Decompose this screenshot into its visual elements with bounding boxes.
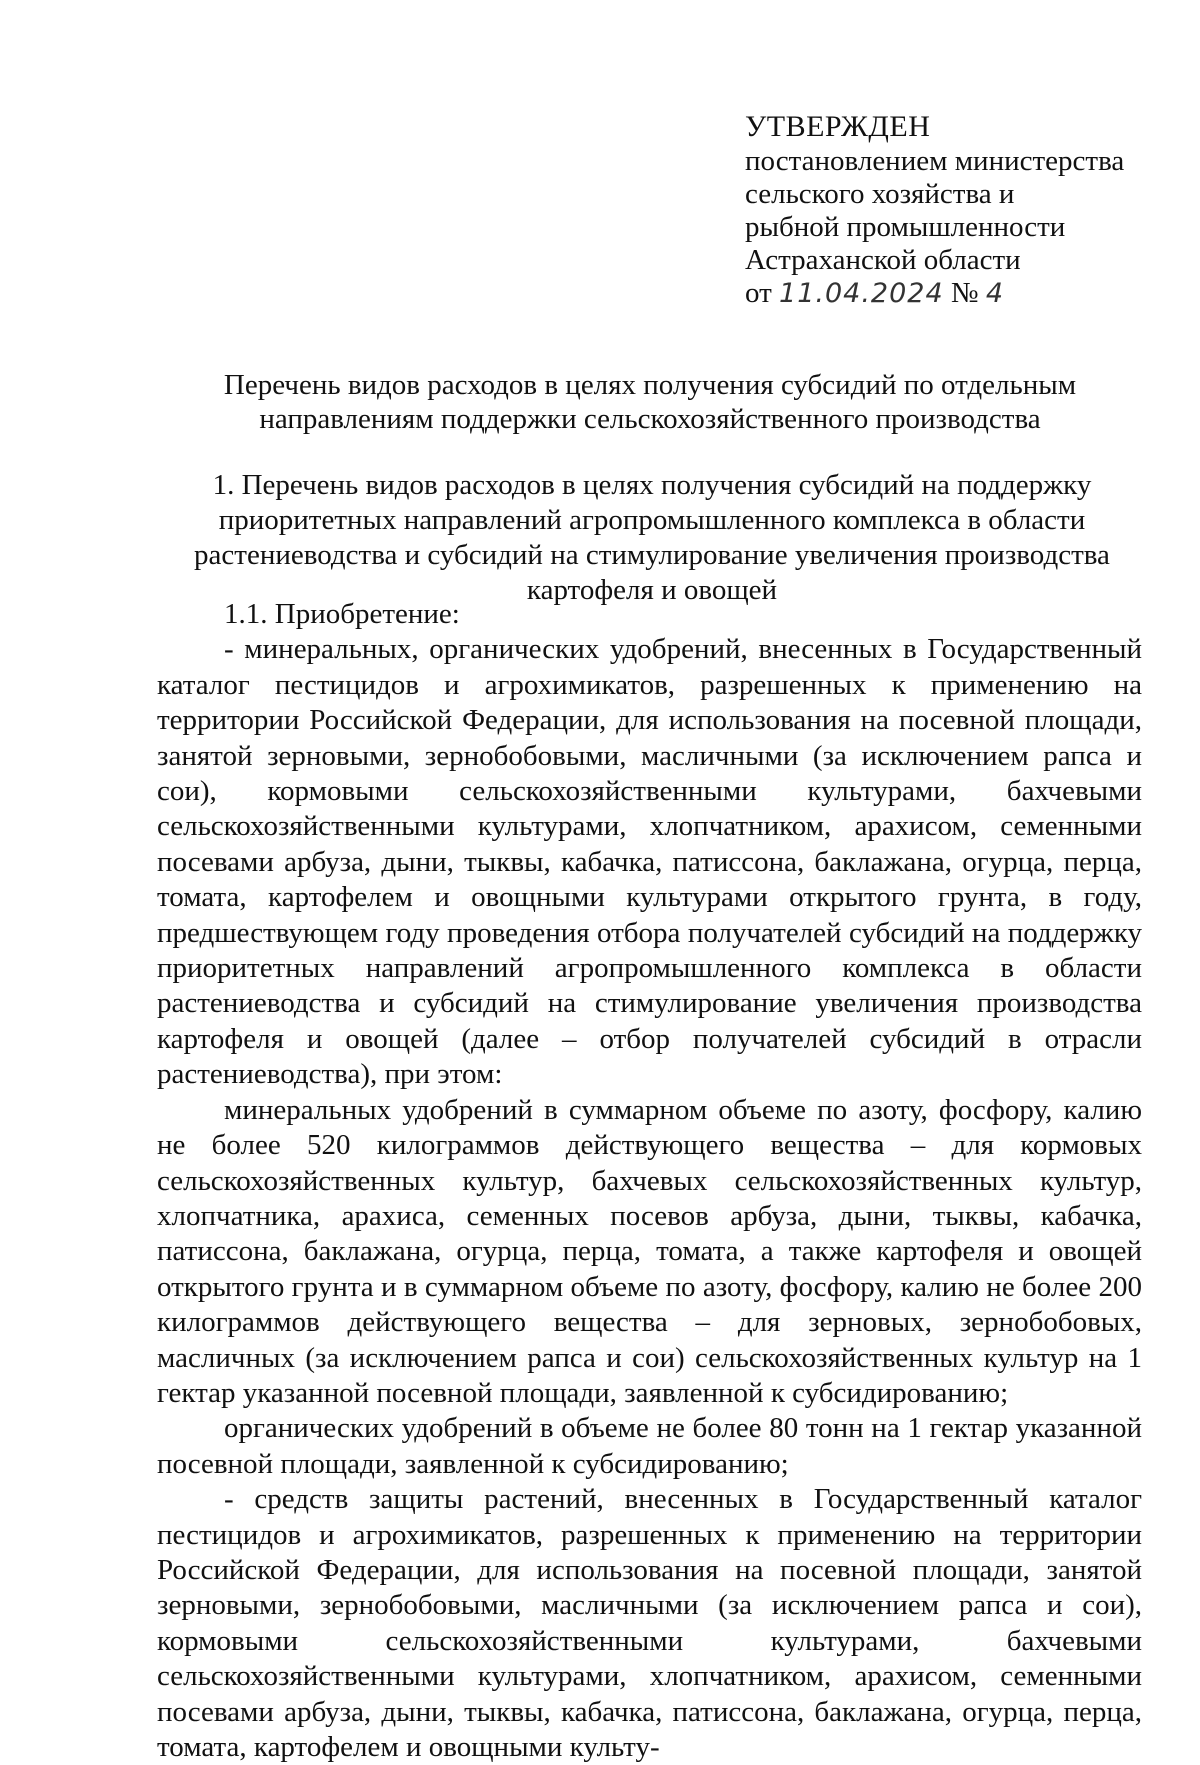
- number-prefix: №: [950, 277, 979, 309]
- approval-line-4: Астраханской области: [745, 244, 1021, 276]
- approval-title: УТВЕРЖДЕН: [745, 110, 931, 143]
- section-1-title: 1. Перечень видов расходов в целях получения субсидий на поддержку приоритетных направлений агропромышленного комплекса в области растениеводства и субсидий на стимулирование увеличения производства картофеля и овощей: [194, 469, 1110, 606]
- paragraph-fertilizers: - минеральных, органических удобрений, внесенных в Государственный каталог пестицидов и агрохимикатов, разрешенных к применению на территории Российской Федерации, для использования на посевной площади, занятой зерновыми, зернобобовыми, масличными (за исключением рапса и сои), кормовыми сельскохозяйственными культурами, бахчевыми сельскохозяйственными культурами, хлопчатником, арахисом, семенными посевами арбуза, дыни, тыквы, кабачка, патиссона, баклажана, огурца, перца, томата, картофелем и овощными культурами открытого грунта, в году, предшествующем году проведения отбора получателей субсидий на поддержку приоритетных направлений агропромышленного комплекса в области растениеводства и субсидий на стимулирование увеличения производства картофеля и овощей (далее – отбор получателей субсидий в отрасли растениеводства), при этом:: [157, 633, 1142, 1091]
- approval-line-1: постановлением министерства: [745, 145, 1125, 177]
- date-prefix: от: [745, 277, 772, 309]
- paragraph-plant-protection: - средств защиты растений, внесенных в Государственный каталог пестицидов и агрохимикатов, разрешенных к применению на территории Российской Федерации, для использования на посевной площади, занятой зерновыми, зернобобовыми, масличными (за исключением рапса и сои), кормовыми сельскохозяйственными культурами, бахчевыми сельскохозяйственными культурами, хлопчатником, арахисом, семенными посевами арбуза, дыни, тыквы, кабачка, патиссона, баклажана, огурца, перца, томата, картофелем и овощными культу-: [157, 1483, 1142, 1763]
- approval-date-line: [745, 277, 1165, 310]
- document-title: Перечень видов расходов в целях получения субсидий по отдельным направлениям поддержки сельскохозяйственного производства: [223, 369, 1077, 435]
- handwritten-number: 4: [985, 278, 1004, 309]
- paragraph-organic-fertilizers: органических удобрений в объеме не более 80 тонн на 1 гектар указанной посевной площади, заявленной к субсидированию;: [157, 1412, 1142, 1480]
- paragraph-mineral-fertilizers: минеральных удобрений в суммарном объеме по азоту, фосфору, калию не более 520 килограммов действующего вещества – для кормовых сельскохозяйственных культур, бахчевых сельскохозяйственных культур, хлопчатника, арахиса, семенных посевов арбуза, дыни, тыквы, кабачка, патиссона, баклажана, огурца, перца, томата, а также картофеля и овощей открытого грунта и в суммарном объеме по азоту, фосфору, калию не более 200 килограммов действующего вещества – для зерновых, зернобобовых, масличных (за исключением рапса и сои) сельскохозяйственных культур на 1 гектар указанной посевной площади, заявленной к субсидированию;: [157, 1093, 1142, 1409]
- approval-stamp: [745, 110, 1165, 310]
- handwritten-date: 11.04.2024: [779, 278, 944, 309]
- approval-line-2: сельского хозяйства и: [745, 178, 1015, 210]
- approval-line-3: рыбной промышленности: [745, 211, 1066, 243]
- document-body: [157, 597, 1142, 1765]
- paragraph-1-1: 1.1. Приобретение:: [224, 598, 460, 630]
